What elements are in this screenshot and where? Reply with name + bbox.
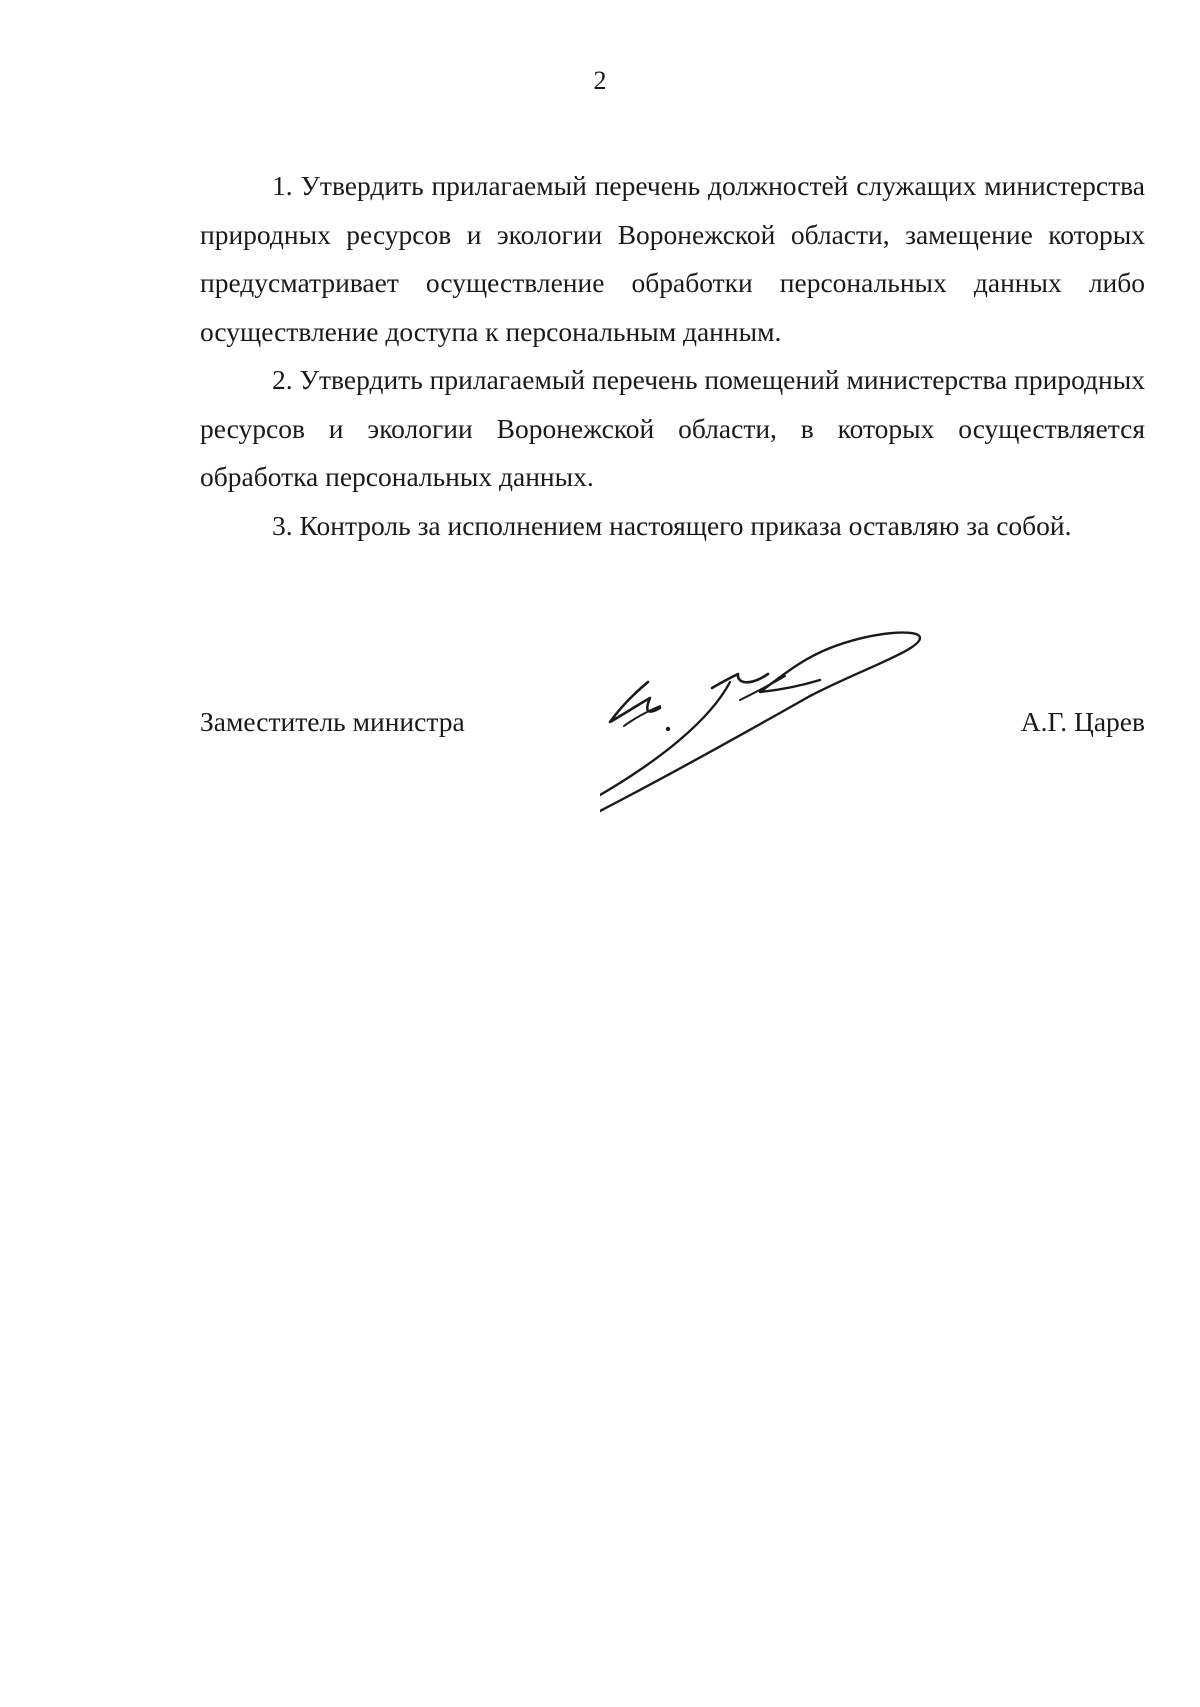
signatory-name: А.Г. Царев (1020, 706, 1145, 737)
signature-stroke-3 (712, 674, 768, 688)
paragraph-1: 1. Утвердить прилагаемый перечень должностей служащих министерства природных ресурсов и экологии Воронежской области, замещение которых предусматривает осуществление обработки персональных данных либо осуществление доступа к персональным данным. (200, 170, 1145, 347)
signatory-role: Заместитель министра (200, 706, 465, 737)
page-number: 2 (593, 66, 607, 95)
signature-block (200, 702, 1145, 742)
document-body (200, 162, 1145, 550)
paragraph-3: 3. Контроль за исполнением настоящего приказа оставляю за собой. (272, 509, 1072, 541)
paragraph-2: 2. Утвердить прилагаемый перечень помещений министерства природных ресурсов и экологии Воронежской области, в которых осуществляется обработка персональных данных. (200, 364, 1145, 492)
